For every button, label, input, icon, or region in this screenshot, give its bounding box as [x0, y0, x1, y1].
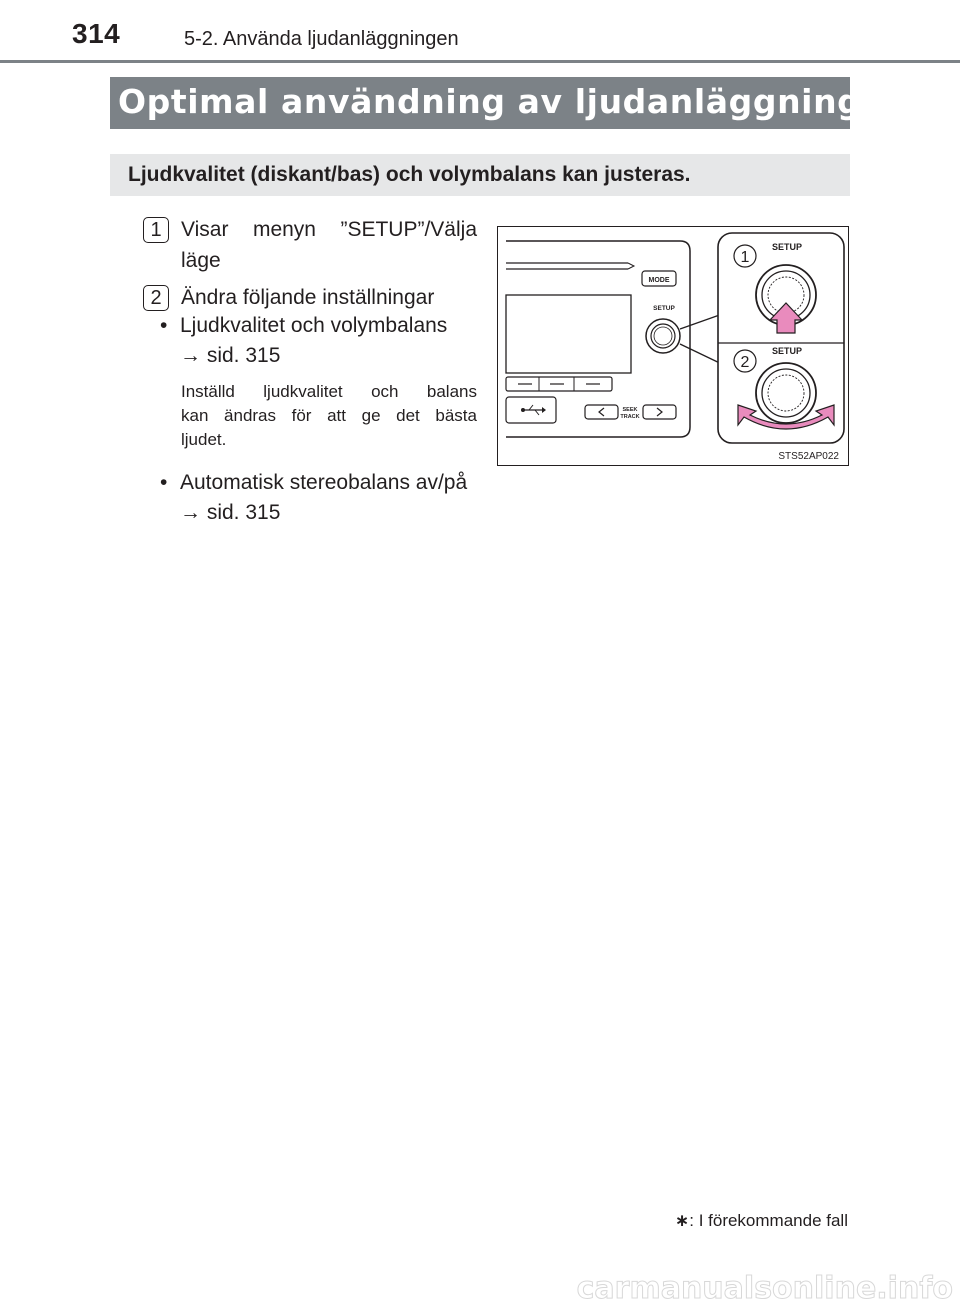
bullet-2-text: Automatisk stereobalans av/på	[180, 471, 468, 494]
step-1-line-1: Visar menyn ”SETUP”/Välja	[181, 218, 477, 241]
watermark-text: carmanualsonline.info	[576, 1271, 953, 1306]
note-line-1: Inställd ljudkvalitet och balans	[181, 382, 477, 401]
display-screen	[506, 295, 631, 373]
mode-label: MODE	[648, 277, 670, 284]
chapter-title: 5-2. Använda ljudanläggningen	[184, 28, 459, 50]
footnote-text: : I förekommande fall	[689, 1211, 848, 1230]
asterisk-icon: ∗	[675, 1211, 690, 1230]
page-number: 314	[72, 18, 121, 49]
bullet-2-mark: •	[160, 471, 168, 494]
bullet-1-mark: •	[160, 314, 168, 337]
bullet-1-ref: → sid. 315	[180, 344, 281, 367]
bullet-2-ref: → sid. 315	[180, 501, 281, 524]
callout-2-setup-label: SETUP	[771, 346, 803, 356]
bullet-2	[160, 468, 467, 498]
step-1-badge: 1	[143, 217, 169, 243]
step-1-line-2: läge	[181, 249, 221, 272]
step-2-text: Ändra följande inställningar	[181, 286, 435, 309]
callout-1-number: 1	[740, 249, 750, 266]
audio-unit-illustration	[498, 227, 850, 467]
asterisk-icon: ∗	[910, 83, 927, 104]
seek-back-button	[585, 405, 618, 419]
note-line-2: kan ändras för att ge det bästa	[181, 406, 477, 425]
header-rule	[0, 60, 960, 63]
footnote	[675, 1211, 848, 1231]
chevron-left-icon	[599, 408, 604, 416]
audio-unit-figure	[497, 226, 849, 466]
setup-label-small: SETUP	[653, 305, 675, 312]
figure-code: STS52AP022	[778, 451, 839, 462]
section-title	[118, 82, 926, 121]
step-2-badge: 2	[143, 285, 169, 311]
step-1-text	[181, 214, 477, 276]
section-title-text: Optimal användning av ljudanläggningen	[118, 82, 909, 121]
note	[181, 380, 477, 452]
seek-label: SEEK	[622, 407, 638, 413]
head-unit-outline	[506, 241, 690, 437]
note-line-3: ljudet.	[181, 430, 227, 449]
summary-text: Ljudkvalitet (diskant/bas) och volymbalans kan justeras.	[128, 163, 691, 186]
section-title-bar	[110, 77, 927, 129]
summary-box	[110, 154, 850, 196]
bullet-1	[160, 311, 447, 341]
bullet-1-text: Ljudkvalitet och volymbalans	[180, 314, 448, 337]
chevron-right-icon	[657, 408, 662, 416]
callout-2-number: 2	[740, 354, 750, 371]
callout-1-setup-label: SETUP	[771, 242, 803, 252]
seek-forward-button	[643, 405, 676, 419]
watermark	[0, 1268, 960, 1307]
track-label: TRACK	[620, 414, 640, 420]
